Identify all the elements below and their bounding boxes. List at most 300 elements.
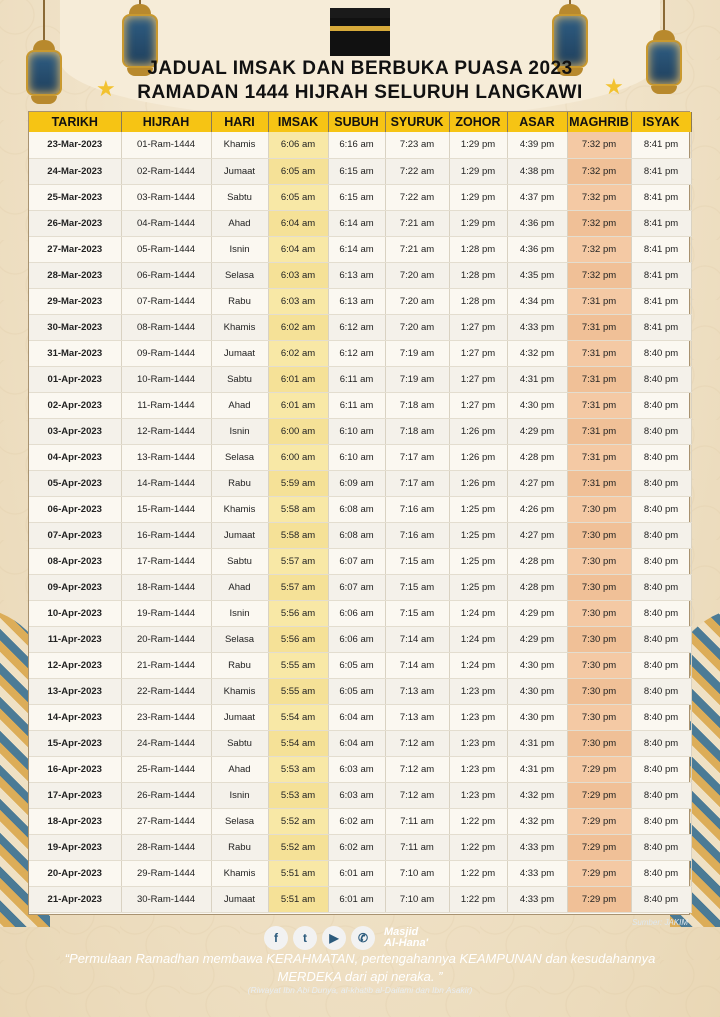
schedule-table-container <box>28 111 690 915</box>
cell-imsak: 5:58 am <box>268 496 328 522</box>
cell-isyak: 8:40 pm <box>631 730 691 756</box>
cell-hari: Khamis <box>211 314 268 340</box>
cell-tarikh: 02-Apr-2023 <box>29 392 121 418</box>
table-row <box>29 262 691 288</box>
cell-imsak: 6:04 am <box>268 236 328 262</box>
cell-hijrah: 28-Ram-1444 <box>121 834 211 860</box>
cell-zohor: 1:25 pm <box>449 548 507 574</box>
cell-zohor: 1:23 pm <box>449 704 507 730</box>
cell-isyak: 8:40 pm <box>631 496 691 522</box>
cell-asar: 4:39 pm <box>507 132 567 158</box>
cell-maghrib: 7:31 pm <box>567 340 631 366</box>
table-row <box>29 704 691 730</box>
cell-maghrib: 7:31 pm <box>567 444 631 470</box>
cell-syuruk: 7:11 am <box>385 808 449 834</box>
cell-maghrib: 7:30 pm <box>567 548 631 574</box>
cell-imsak: 6:04 am <box>268 210 328 236</box>
cell-hari: Isnin <box>211 782 268 808</box>
cell-zohor: 1:22 pm <box>449 886 507 912</box>
column-header-asar: ASAR <box>507 112 567 132</box>
masjid-logo <box>384 927 428 949</box>
column-header-imsak: IMSAK <box>268 112 328 132</box>
cell-hijrah: 26-Ram-1444 <box>121 782 211 808</box>
cell-hari: Jumaat <box>211 522 268 548</box>
cell-maghrib: 7:30 pm <box>567 678 631 704</box>
cell-imsak: 6:02 am <box>268 314 328 340</box>
cell-syuruk: 7:15 am <box>385 600 449 626</box>
cell-zohor: 1:27 pm <box>449 340 507 366</box>
cell-asar: 4:29 pm <box>507 418 567 444</box>
cell-hijrah: 05-Ram-1444 <box>121 236 211 262</box>
cell-maghrib: 7:30 pm <box>567 730 631 756</box>
table-row <box>29 340 691 366</box>
cell-syuruk: 7:14 am <box>385 626 449 652</box>
cell-isyak: 8:41 pm <box>631 236 691 262</box>
cell-hari: Sabtu <box>211 548 268 574</box>
cell-hari: Ahad <box>211 392 268 418</box>
cell-syuruk: 7:19 am <box>385 340 449 366</box>
cell-asar: 4:33 pm <box>507 834 567 860</box>
cell-asar: 4:26 pm <box>507 496 567 522</box>
cell-imsak: 5:52 am <box>268 834 328 860</box>
quote-reference: (Riwayat Ibn Abi Dunya, al-khatib al-Dailami dan Ibn Asakir) <box>247 985 473 995</box>
cell-syuruk: 7:21 am <box>385 210 449 236</box>
source-label: Sumber: JAKIM <box>631 918 688 927</box>
cell-syuruk: 7:12 am <box>385 782 449 808</box>
cell-asar: 4:37 pm <box>507 184 567 210</box>
cell-hari: Khamis <box>211 496 268 522</box>
cell-isyak: 8:41 pm <box>631 184 691 210</box>
cell-maghrib: 7:31 pm <box>567 366 631 392</box>
cell-isyak: 8:40 pm <box>631 886 691 912</box>
cell-syuruk: 7:15 am <box>385 548 449 574</box>
cell-tarikh: 05-Apr-2023 <box>29 470 121 496</box>
cell-tarikh: 17-Apr-2023 <box>29 782 121 808</box>
table-row <box>29 366 691 392</box>
cell-asar: 4:29 pm <box>507 600 567 626</box>
cell-imsak: 6:02 am <box>268 340 328 366</box>
cell-hijrah: 22-Ram-1444 <box>121 678 211 704</box>
cell-isyak: 8:40 pm <box>631 548 691 574</box>
table-row <box>29 184 691 210</box>
column-header-tarikh: TARIKH <box>29 112 121 132</box>
cell-asar: 4:35 pm <box>507 262 567 288</box>
table-row <box>29 132 691 158</box>
cell-subuh: 6:03 am <box>328 782 385 808</box>
cell-subuh: 6:08 am <box>328 522 385 548</box>
cell-hari: Ahad <box>211 756 268 782</box>
cell-imsak: 6:03 am <box>268 288 328 314</box>
cell-hari: Jumaat <box>211 340 268 366</box>
cell-tarikh: 27-Mar-2023 <box>29 236 121 262</box>
cell-isyak: 8:41 pm <box>631 132 691 158</box>
cell-asar: 4:33 pm <box>507 314 567 340</box>
cell-tarikh: 26-Mar-2023 <box>29 210 121 236</box>
cell-hari: Isnin <box>211 600 268 626</box>
cell-syuruk: 7:11 am <box>385 834 449 860</box>
cell-asar: 4:31 pm <box>507 730 567 756</box>
cell-hijrah: 21-Ram-1444 <box>121 652 211 678</box>
facebook-icon[interactable]: f <box>264 926 288 950</box>
column-header-syuruk: SYURUK <box>385 112 449 132</box>
cell-subuh: 6:04 am <box>328 704 385 730</box>
cell-hijrah: 03-Ram-1444 <box>121 184 211 210</box>
cell-subuh: 6:11 am <box>328 366 385 392</box>
cell-imsak: 6:03 am <box>268 262 328 288</box>
cell-maghrib: 7:32 pm <box>567 236 631 262</box>
table-row <box>29 626 691 652</box>
cell-subuh: 6:16 am <box>328 132 385 158</box>
cell-isyak: 8:41 pm <box>631 158 691 184</box>
cell-hari: Selasa <box>211 808 268 834</box>
cell-isyak: 8:40 pm <box>631 626 691 652</box>
cell-subuh: 6:01 am <box>328 886 385 912</box>
table-row <box>29 470 691 496</box>
cell-hari: Isnin <box>211 418 268 444</box>
cell-tarikh: 15-Apr-2023 <box>29 730 121 756</box>
cell-asar: 4:33 pm <box>507 860 567 886</box>
cell-hari: Jumaat <box>211 704 268 730</box>
cell-subuh: 6:05 am <box>328 652 385 678</box>
cell-tarikh: 25-Mar-2023 <box>29 184 121 210</box>
cell-maghrib: 7:30 pm <box>567 522 631 548</box>
cell-maghrib: 7:30 pm <box>567 600 631 626</box>
cell-hari: Selasa <box>211 626 268 652</box>
cell-syuruk: 7:20 am <box>385 262 449 288</box>
cell-asar: 4:31 pm <box>507 756 567 782</box>
cell-zohor: 1:27 pm <box>449 392 507 418</box>
cell-tarikh: 23-Mar-2023 <box>29 132 121 158</box>
cell-hari: Sabtu <box>211 184 268 210</box>
cell-subuh: 6:02 am <box>328 808 385 834</box>
cell-maghrib: 7:32 pm <box>567 262 631 288</box>
cell-subuh: 6:07 am <box>328 574 385 600</box>
cell-syuruk: 7:20 am <box>385 288 449 314</box>
cell-isyak: 8:40 pm <box>631 574 691 600</box>
cell-tarikh: 14-Apr-2023 <box>29 704 121 730</box>
cell-subuh: 6:05 am <box>328 678 385 704</box>
cell-subuh: 6:03 am <box>328 756 385 782</box>
cell-zohor: 1:26 pm <box>449 418 507 444</box>
cell-isyak: 8:40 pm <box>631 418 691 444</box>
cell-syuruk: 7:20 am <box>385 314 449 340</box>
hadith-quote <box>40 950 680 986</box>
cell-syuruk: 7:14 am <box>385 652 449 678</box>
cell-zohor: 1:23 pm <box>449 782 507 808</box>
cell-asar: 4:30 pm <box>507 704 567 730</box>
table-row <box>29 392 691 418</box>
cell-imsak: 5:51 am <box>268 860 328 886</box>
schedule-table <box>29 112 692 913</box>
cell-imsak: 5:54 am <box>268 730 328 756</box>
cell-maghrib: 7:32 pm <box>567 184 631 210</box>
cell-hijrah: 10-Ram-1444 <box>121 366 211 392</box>
kaaba-icon <box>330 8 390 56</box>
cell-tarikh: 01-Apr-2023 <box>29 366 121 392</box>
cell-imsak: 5:57 am <box>268 548 328 574</box>
cell-isyak: 8:40 pm <box>631 834 691 860</box>
table-row <box>29 548 691 574</box>
cell-isyak: 8:41 pm <box>631 314 691 340</box>
cell-imsak: 6:00 am <box>268 418 328 444</box>
cell-asar: 4:28 pm <box>507 574 567 600</box>
cell-asar: 4:34 pm <box>507 288 567 314</box>
cell-hijrah: 07-Ram-1444 <box>121 288 211 314</box>
cell-hijrah: 27-Ram-1444 <box>121 808 211 834</box>
cell-imsak: 5:59 am <box>268 470 328 496</box>
cell-asar: 4:32 pm <box>507 808 567 834</box>
youtube-icon[interactable]: ▶ <box>322 926 346 950</box>
cell-tarikh: 06-Apr-2023 <box>29 496 121 522</box>
cell-hijrah: 14-Ram-1444 <box>121 470 211 496</box>
cell-zohor: 1:28 pm <box>449 262 507 288</box>
cell-tarikh: 28-Mar-2023 <box>29 262 121 288</box>
cell-hari: Selasa <box>211 444 268 470</box>
cell-syuruk: 7:18 am <box>385 418 449 444</box>
cell-maghrib: 7:29 pm <box>567 782 631 808</box>
cell-imsak: 6:05 am <box>268 158 328 184</box>
cell-hijrah: 15-Ram-1444 <box>121 496 211 522</box>
cell-imsak: 5:52 am <box>268 808 328 834</box>
cell-isyak: 8:40 pm <box>631 756 691 782</box>
cell-tarikh: 24-Mar-2023 <box>29 158 121 184</box>
cell-maghrib: 7:32 pm <box>567 158 631 184</box>
quote-line2: MERDEKA dari api neraka. ” <box>277 969 443 984</box>
cell-imsak: 5:56 am <box>268 626 328 652</box>
cell-maghrib: 7:31 pm <box>567 392 631 418</box>
table-row <box>29 522 691 548</box>
masjid-logo-line2: Al-Hana' <box>384 937 429 949</box>
cell-zohor: 1:22 pm <box>449 834 507 860</box>
cell-maghrib: 7:31 pm <box>567 470 631 496</box>
cell-hijrah: 06-Ram-1444 <box>121 262 211 288</box>
cell-hijrah: 30-Ram-1444 <box>121 886 211 912</box>
cell-zohor: 1:23 pm <box>449 730 507 756</box>
cell-hari: Sabtu <box>211 730 268 756</box>
cell-hari: Khamis <box>211 132 268 158</box>
table-body <box>29 132 691 912</box>
table-row <box>29 860 691 886</box>
cell-syuruk: 7:22 am <box>385 184 449 210</box>
cell-isyak: 8:41 pm <box>631 210 691 236</box>
cell-asar: 4:27 pm <box>507 522 567 548</box>
cell-subuh: 6:13 am <box>328 262 385 288</box>
cell-zohor: 1:29 pm <box>449 132 507 158</box>
cell-syuruk: 7:10 am <box>385 860 449 886</box>
cell-hijrah: 19-Ram-1444 <box>121 600 211 626</box>
cell-hari: Rabu <box>211 834 268 860</box>
cell-zohor: 1:25 pm <box>449 496 507 522</box>
cell-zohor: 1:26 pm <box>449 444 507 470</box>
cell-tarikh: 07-Apr-2023 <box>29 522 121 548</box>
cell-hijrah: 01-Ram-1444 <box>121 132 211 158</box>
cell-zohor: 1:23 pm <box>449 678 507 704</box>
cell-tarikh: 30-Mar-2023 <box>29 314 121 340</box>
cell-isyak: 8:40 pm <box>631 652 691 678</box>
cell-hijrah: 20-Ram-1444 <box>121 626 211 652</box>
table-row <box>29 782 691 808</box>
table-row <box>29 444 691 470</box>
cell-asar: 4:38 pm <box>507 158 567 184</box>
cell-subuh: 6:12 am <box>328 314 385 340</box>
cell-hijrah: 29-Ram-1444 <box>121 860 211 886</box>
table-row <box>29 730 691 756</box>
cell-asar: 4:27 pm <box>507 470 567 496</box>
cell-zohor: 1:27 pm <box>449 314 507 340</box>
cell-tarikh: 20-Apr-2023 <box>29 860 121 886</box>
cell-hijrah: 04-Ram-1444 <box>121 210 211 236</box>
cell-hijrah: 18-Ram-1444 <box>121 574 211 600</box>
column-header-maghrib: MAGHRIB <box>567 112 631 132</box>
cell-tarikh: 08-Apr-2023 <box>29 548 121 574</box>
cell-hari: Jumaat <box>211 158 268 184</box>
cell-isyak: 8:40 pm <box>631 808 691 834</box>
cell-zohor: 1:22 pm <box>449 808 507 834</box>
cell-imsak: 6:01 am <box>268 366 328 392</box>
cell-zohor: 1:23 pm <box>449 756 507 782</box>
cell-hari: Rabu <box>211 288 268 314</box>
cell-imsak: 5:53 am <box>268 782 328 808</box>
cell-hijrah: 12-Ram-1444 <box>121 418 211 444</box>
cell-subuh: 6:10 am <box>328 444 385 470</box>
table-row <box>29 834 691 860</box>
cell-syuruk: 7:13 am <box>385 678 449 704</box>
cell-asar: 4:30 pm <box>507 392 567 418</box>
table-row <box>29 808 691 834</box>
table-row <box>29 418 691 444</box>
cell-hari: Sabtu <box>211 366 268 392</box>
cell-asar: 4:29 pm <box>507 626 567 652</box>
cell-isyak: 8:40 pm <box>631 340 691 366</box>
cell-imsak: 5:51 am <box>268 886 328 912</box>
cell-subuh: 6:14 am <box>328 210 385 236</box>
cell-subuh: 6:14 am <box>328 236 385 262</box>
table-row <box>29 600 691 626</box>
cell-hari: Khamis <box>211 860 268 886</box>
cell-subuh: 6:09 am <box>328 470 385 496</box>
cell-zohor: 1:24 pm <box>449 600 507 626</box>
table-row <box>29 886 691 912</box>
table-row <box>29 496 691 522</box>
cell-asar: 4:36 pm <box>507 236 567 262</box>
cell-hari: Ahad <box>211 210 268 236</box>
cell-maghrib: 7:32 pm <box>567 132 631 158</box>
cell-maghrib: 7:29 pm <box>567 886 631 912</box>
whatsapp-icon[interactable]: ✆ <box>351 926 375 950</box>
cell-subuh: 6:01 am <box>328 860 385 886</box>
cell-hari: Ahad <box>211 574 268 600</box>
cell-hijrah: 17-Ram-1444 <box>121 548 211 574</box>
cell-hijrah: 24-Ram-1444 <box>121 730 211 756</box>
cell-hijrah: 13-Ram-1444 <box>121 444 211 470</box>
page-title: JADUAL IMSAK DAN BERBUKA PUASA 2023 <box>147 58 573 79</box>
cell-asar: 4:28 pm <box>507 548 567 574</box>
cell-zohor: 1:28 pm <box>449 288 507 314</box>
column-header-zohor: ZOHOR <box>449 112 507 132</box>
cell-asar: 4:28 pm <box>507 444 567 470</box>
cell-zohor: 1:24 pm <box>449 652 507 678</box>
cell-zohor: 1:24 pm <box>449 626 507 652</box>
cell-imsak: 5:53 am <box>268 756 328 782</box>
cell-syuruk: 7:23 am <box>385 132 449 158</box>
cell-subuh: 6:06 am <box>328 600 385 626</box>
cell-maghrib: 7:29 pm <box>567 860 631 886</box>
column-header-isyak: ISYAK <box>631 112 691 132</box>
cell-imsak: 6:01 am <box>268 392 328 418</box>
cell-hari: Jumaat <box>211 886 268 912</box>
star-icon: ★ <box>96 76 116 101</box>
cell-tarikh: 10-Apr-2023 <box>29 600 121 626</box>
cell-hari: Khamis <box>211 678 268 704</box>
cell-tarikh: 18-Apr-2023 <box>29 808 121 834</box>
cell-subuh: 6:11 am <box>328 392 385 418</box>
cell-subuh: 6:10 am <box>328 418 385 444</box>
table-row <box>29 574 691 600</box>
cell-imsak: 6:06 am <box>268 132 328 158</box>
cell-asar: 4:32 pm <box>507 782 567 808</box>
cell-isyak: 8:40 pm <box>631 470 691 496</box>
cell-asar: 4:36 pm <box>507 210 567 236</box>
column-header-hijrah: HIJRAH <box>121 112 211 132</box>
cell-imsak: 5:57 am <box>268 574 328 600</box>
cell-tarikh: 31-Mar-2023 <box>29 340 121 366</box>
cell-zohor: 1:25 pm <box>449 574 507 600</box>
cell-isyak: 8:40 pm <box>631 444 691 470</box>
cell-zohor: 1:26 pm <box>449 470 507 496</box>
quote-line1: “Permulaan Ramadhan membawa KERAHMATAN, pertengahannya KEAMPUNAN dan kesudahannya <box>64 951 656 966</box>
cell-tarikh: 03-Apr-2023 <box>29 418 121 444</box>
cell-imsak: 5:56 am <box>268 600 328 626</box>
twitter-icon[interactable]: t <box>293 926 317 950</box>
column-header-hari: HARI <box>211 112 268 132</box>
cell-tarikh: 04-Apr-2023 <box>29 444 121 470</box>
cell-zohor: 1:29 pm <box>449 158 507 184</box>
cell-isyak: 8:40 pm <box>631 678 691 704</box>
cell-subuh: 6:13 am <box>328 288 385 314</box>
cell-zohor: 1:29 pm <box>449 210 507 236</box>
masjid-logo-line1: Masjid <box>384 926 419 938</box>
cell-isyak: 8:40 pm <box>631 704 691 730</box>
cell-hari: Selasa <box>211 262 268 288</box>
cell-maghrib: 7:30 pm <box>567 496 631 522</box>
cell-isyak: 8:41 pm <box>631 262 691 288</box>
cell-subuh: 6:02 am <box>328 834 385 860</box>
cell-tarikh: 19-Apr-2023 <box>29 834 121 860</box>
cell-maghrib: 7:29 pm <box>567 808 631 834</box>
cell-syuruk: 7:22 am <box>385 158 449 184</box>
cell-subuh: 6:07 am <box>328 548 385 574</box>
cell-tarikh: 11-Apr-2023 <box>29 626 121 652</box>
cell-imsak: 5:55 am <box>268 652 328 678</box>
table-row <box>29 652 691 678</box>
cell-asar: 4:30 pm <box>507 652 567 678</box>
cell-hijrah: 25-Ram-1444 <box>121 756 211 782</box>
table-row <box>29 210 691 236</box>
cell-asar: 4:30 pm <box>507 678 567 704</box>
cell-hari: Isnin <box>211 236 268 262</box>
cell-isyak: 8:40 pm <box>631 392 691 418</box>
cell-syuruk: 7:18 am <box>385 392 449 418</box>
cell-subuh: 6:12 am <box>328 340 385 366</box>
cell-hijrah: 08-Ram-1444 <box>121 314 211 340</box>
table-row <box>29 158 691 184</box>
cell-syuruk: 7:12 am <box>385 756 449 782</box>
cell-tarikh: 09-Apr-2023 <box>29 574 121 600</box>
table-row <box>29 314 691 340</box>
table-row <box>29 236 691 262</box>
cell-syuruk: 7:13 am <box>385 704 449 730</box>
cell-imsak: 5:58 am <box>268 522 328 548</box>
